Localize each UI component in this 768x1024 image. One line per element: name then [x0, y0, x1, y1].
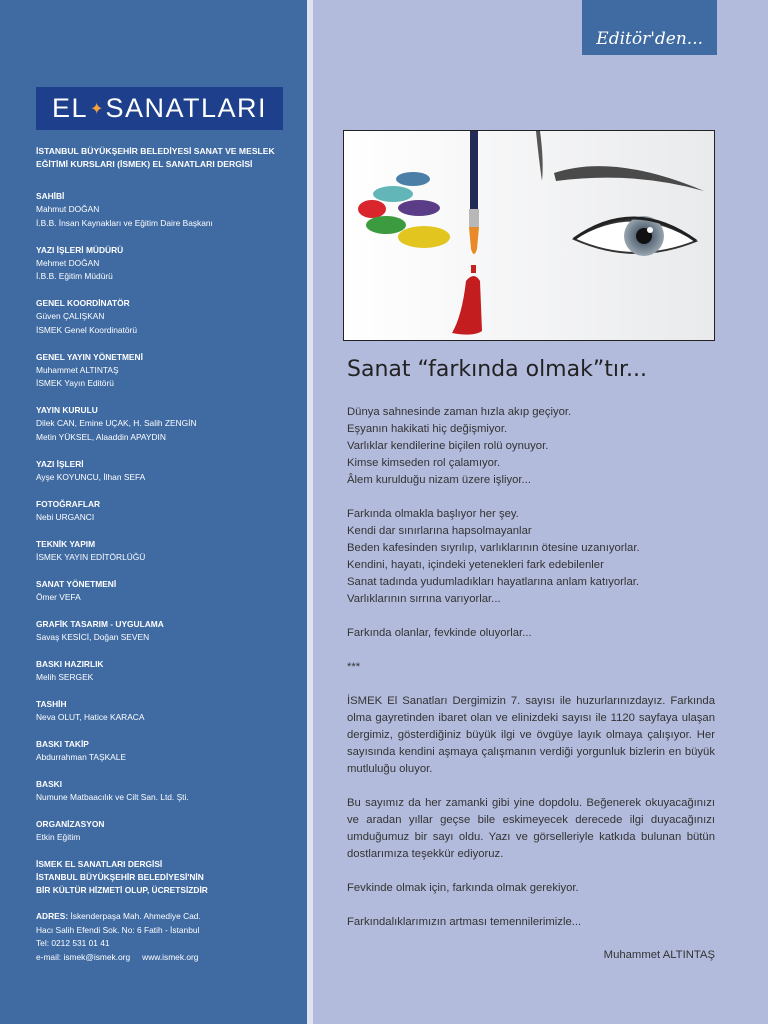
masthead-heading: BASKI: [36, 778, 63, 789]
organization-title: [36, 145, 291, 171]
masthead-block: [36, 658, 298, 685]
masthead-block: [36, 778, 298, 805]
paintbrush: [469, 131, 479, 254]
address-street: İskenderpaşa Mah. Ahmediye Cad.: [70, 911, 201, 921]
note-line: BİR KÜLTÜR HİZMETİ OLUP, ÜCRETSİZDİR: [36, 884, 208, 895]
magazine-logo: [36, 87, 283, 130]
masthead-line: Etkin Eğitim: [36, 831, 81, 842]
eye-and-paintbrush-image: [344, 131, 714, 340]
paragraph-closing: Farkındalıklarımızın artması temennilerimizle...: [347, 916, 582, 928]
masthead-block: [36, 498, 298, 525]
masthead-line: Mehmet DOĞAN: [36, 257, 100, 268]
masthead-block: [36, 818, 298, 845]
address-label: ADRES:: [36, 911, 69, 921]
masthead-block: [36, 190, 298, 230]
poem-line: Kendi dar sınırlarına hapsolmayanlar: [347, 525, 532, 537]
masthead-heading: YAZI İŞLERİ: [36, 458, 84, 469]
masthead-block: [36, 458, 298, 485]
free-distribution-note: [36, 858, 298, 897]
masthead-line: İ.B.B. İnsan Kaynakları ve Eğitim Daire Başkanı: [36, 217, 213, 228]
website-link[interactable]: www.ismek.org: [142, 951, 199, 962]
editorial-photo: [343, 130, 715, 341]
paragraph-intro: İSMEK El Sanatları Dergimizin 7. sayısı ile huzurlarınızdayız. Farkında olma gayretinden ibaret olan ve elinizdeki sayısı ile 1120 sayfaya ulaşan dergimiz, gösterdiğiniz büyük ilgi ve övgüye layık olmaya çalışıyor. Her sayısında kendini aşmaya çalışmanın verdiği yorgunluk bizlerin en büyük mutluluğu oluyor.: [347, 695, 715, 775]
paint-dab-green: [366, 216, 406, 234]
section-tab: [582, 0, 717, 55]
masthead-heading: TEKNİK YAPIM: [36, 538, 96, 549]
masthead-line: Numune Matbaacılık ve Cilt San. Ltd. Şti.: [36, 791, 189, 802]
poem-line: Eşyanın hakikati hiç değişmiyor.: [347, 423, 508, 435]
masthead-heading: SANAT YÖNETMENİ: [36, 578, 117, 589]
masthead-line: İSMEK YAYIN EDİTÖRLÜĞÜ: [36, 551, 146, 562]
paragraph-fevkinde: Fevkinde olmak için, farkında olmak gerekiyor.: [347, 882, 579, 894]
note-line: İSTANBUL BÜYÜKŞEHİR BELEDİYESİ'NİN: [36, 871, 204, 882]
masthead-line: Ayşe KOYUNCU, İlhan SEFA: [36, 471, 146, 482]
poem-line: Âlem kurulduğu nizam üzere işliyor...: [347, 474, 531, 486]
eye-highlight: [647, 227, 653, 233]
logo-text-right: SANATLARI: [105, 93, 267, 123]
poem-line: Varlıklarının sırrına varıyorlar...: [347, 593, 501, 605]
section-tab-label: Editör'den...: [596, 29, 703, 49]
paint-dab-teal: [373, 186, 413, 202]
address-block: [36, 910, 298, 964]
masthead-heading: BASKI HAZIRLIK: [36, 658, 104, 669]
masthead-heading: GRAFİK TASARIM - UYGULAMA: [36, 618, 164, 629]
contact-line: [36, 951, 298, 965]
masthead-credits: [36, 190, 298, 978]
poem-line: Beden kafesinden sıyrılıp, varlıklarının ötesine uzanıyorlar.: [347, 542, 640, 554]
author-signature: Muhammet ALTINTAŞ: [603, 949, 715, 961]
masthead-heading: TASHİH: [36, 698, 67, 709]
poem-line: Kimse kimseden rol çalamıyor.: [347, 457, 501, 469]
masthead-heading: BASKI TAKİP: [36, 738, 89, 749]
poem-line: Farkında olmakla başlıyor her şey.: [347, 508, 519, 520]
masthead-line: Abdurrahman TAŞKALE: [36, 751, 127, 762]
masthead-line: İSMEK Yayın Editörü: [36, 378, 114, 388]
masthead-line: Dilek CAN, Emine UÇAK, H. Salih ZENGİN: [36, 418, 197, 428]
paint-dab-purple: [398, 200, 440, 216]
org-title-line: İSTANBUL BÜYÜKŞEHİR BELEDİYESİ SANAT VE MESLEK: [36, 146, 275, 156]
masthead-block: [36, 578, 298, 605]
note-line: İSMEK EL SANATLARI DERGİSİ: [36, 858, 163, 869]
panel-divider: [307, 0, 313, 1024]
poem-closing-line: Farkında olanlar, fevkinde oluyorlar...: [347, 627, 532, 639]
paragraph-content: Bu sayımız da her zamanki gibi yine dopdolu. Beğenerek okuyacağınızı ve aradan yıllar geçse bile eskimeyecek derecede ilgi duyacağınızı umduğumuz bir sayı oldu. Yazı ve görselleriyle katkıda bulunan bütün dostlarımıza teşekkür ediyoruz.: [347, 797, 715, 860]
masthead-line: Güven ÇALIŞKAN: [36, 311, 105, 321]
masthead-block: [36, 538, 298, 565]
poem-line: Dünya sahnesinde zaman hızla akıp geçiyor.: [347, 406, 572, 418]
logo-text-left: EL: [52, 93, 89, 123]
masthead-block: [36, 244, 298, 284]
poem-stanza-1: [347, 404, 715, 489]
masthead-heading: ORGANİZASYON: [36, 818, 105, 829]
masthead-heading: GENEL KOORDİNATÖR: [36, 298, 130, 308]
article-body: [347, 404, 715, 948]
masthead-line: Nebi URGANCI: [36, 511, 95, 522]
masthead-block: [36, 698, 298, 725]
masthead-line: Metin YÜKSEL, Alaaddin APAYDIN: [36, 431, 166, 442]
poem-line: Varlıklar kendilerine biçilen rolü oynuyor.: [347, 440, 549, 452]
masthead-block: [36, 297, 298, 337]
masthead-heading: FOTOĞRAFLAR: [36, 498, 101, 509]
paint-dab-yellow: [398, 226, 450, 248]
masthead-block: [36, 351, 298, 391]
logo-spark-icon: ✦: [90, 100, 104, 118]
masthead-line: Mahmut DOĞAN: [36, 204, 100, 214]
masthead-line: Savaş KESİCİ, Doğan SEVEN: [36, 631, 150, 642]
paint-dab-blue: [396, 172, 430, 186]
poem-line: Kendini, hayatı, içindeki yetenekleri fark edebilenler: [347, 559, 604, 571]
masthead-line: Melih SERGEK: [36, 671, 94, 682]
masthead-line: Muhammet ALTINTAŞ: [36, 364, 119, 375]
phone-number: Tel: 0212 531 01 41: [36, 938, 110, 948]
masthead-block: [36, 404, 298, 444]
masthead-line: Ömer VEFA: [36, 591, 81, 602]
masthead-heading: SAHİBİ: [36, 191, 65, 201]
masthead-heading: GENEL YAYIN YÖNETMENİ: [36, 351, 143, 362]
masthead-line: İ.B.B. Eğitim Müdürü: [36, 271, 113, 281]
poem-stanza-2: [347, 506, 715, 608]
address-line: Hacı Salih Efendi Sok. No: 6 Fatih - İstanbul: [36, 924, 200, 935]
masthead-heading: YAZI İŞLERİ MÜDÜRÜ: [36, 244, 124, 255]
masthead-block: [36, 738, 298, 765]
masthead-line: Neva OLUT, Hatice KARACA: [36, 711, 145, 722]
article-headline: Sanat “farkında olmak”tır...: [347, 357, 647, 382]
section-separator: ***: [347, 661, 361, 673]
org-title-line: EĞİTİMİ KURSLARI (İSMEK) EL SANATLARI DERGİSİ: [36, 159, 253, 169]
masthead-line: İSMEK Genel Koordinatörü: [36, 324, 138, 335]
paint-dab-red: [358, 200, 386, 218]
masthead-block: [36, 618, 298, 645]
email-link[interactable]: e-mail: ismek@ismek.org: [36, 951, 131, 962]
masthead-heading: YAYIN KURULU: [36, 405, 98, 415]
poem-line: Sanat tadında yudumladıkları hayatlarına anlam katıyorlar.: [347, 576, 640, 588]
address-line: [36, 910, 298, 924]
